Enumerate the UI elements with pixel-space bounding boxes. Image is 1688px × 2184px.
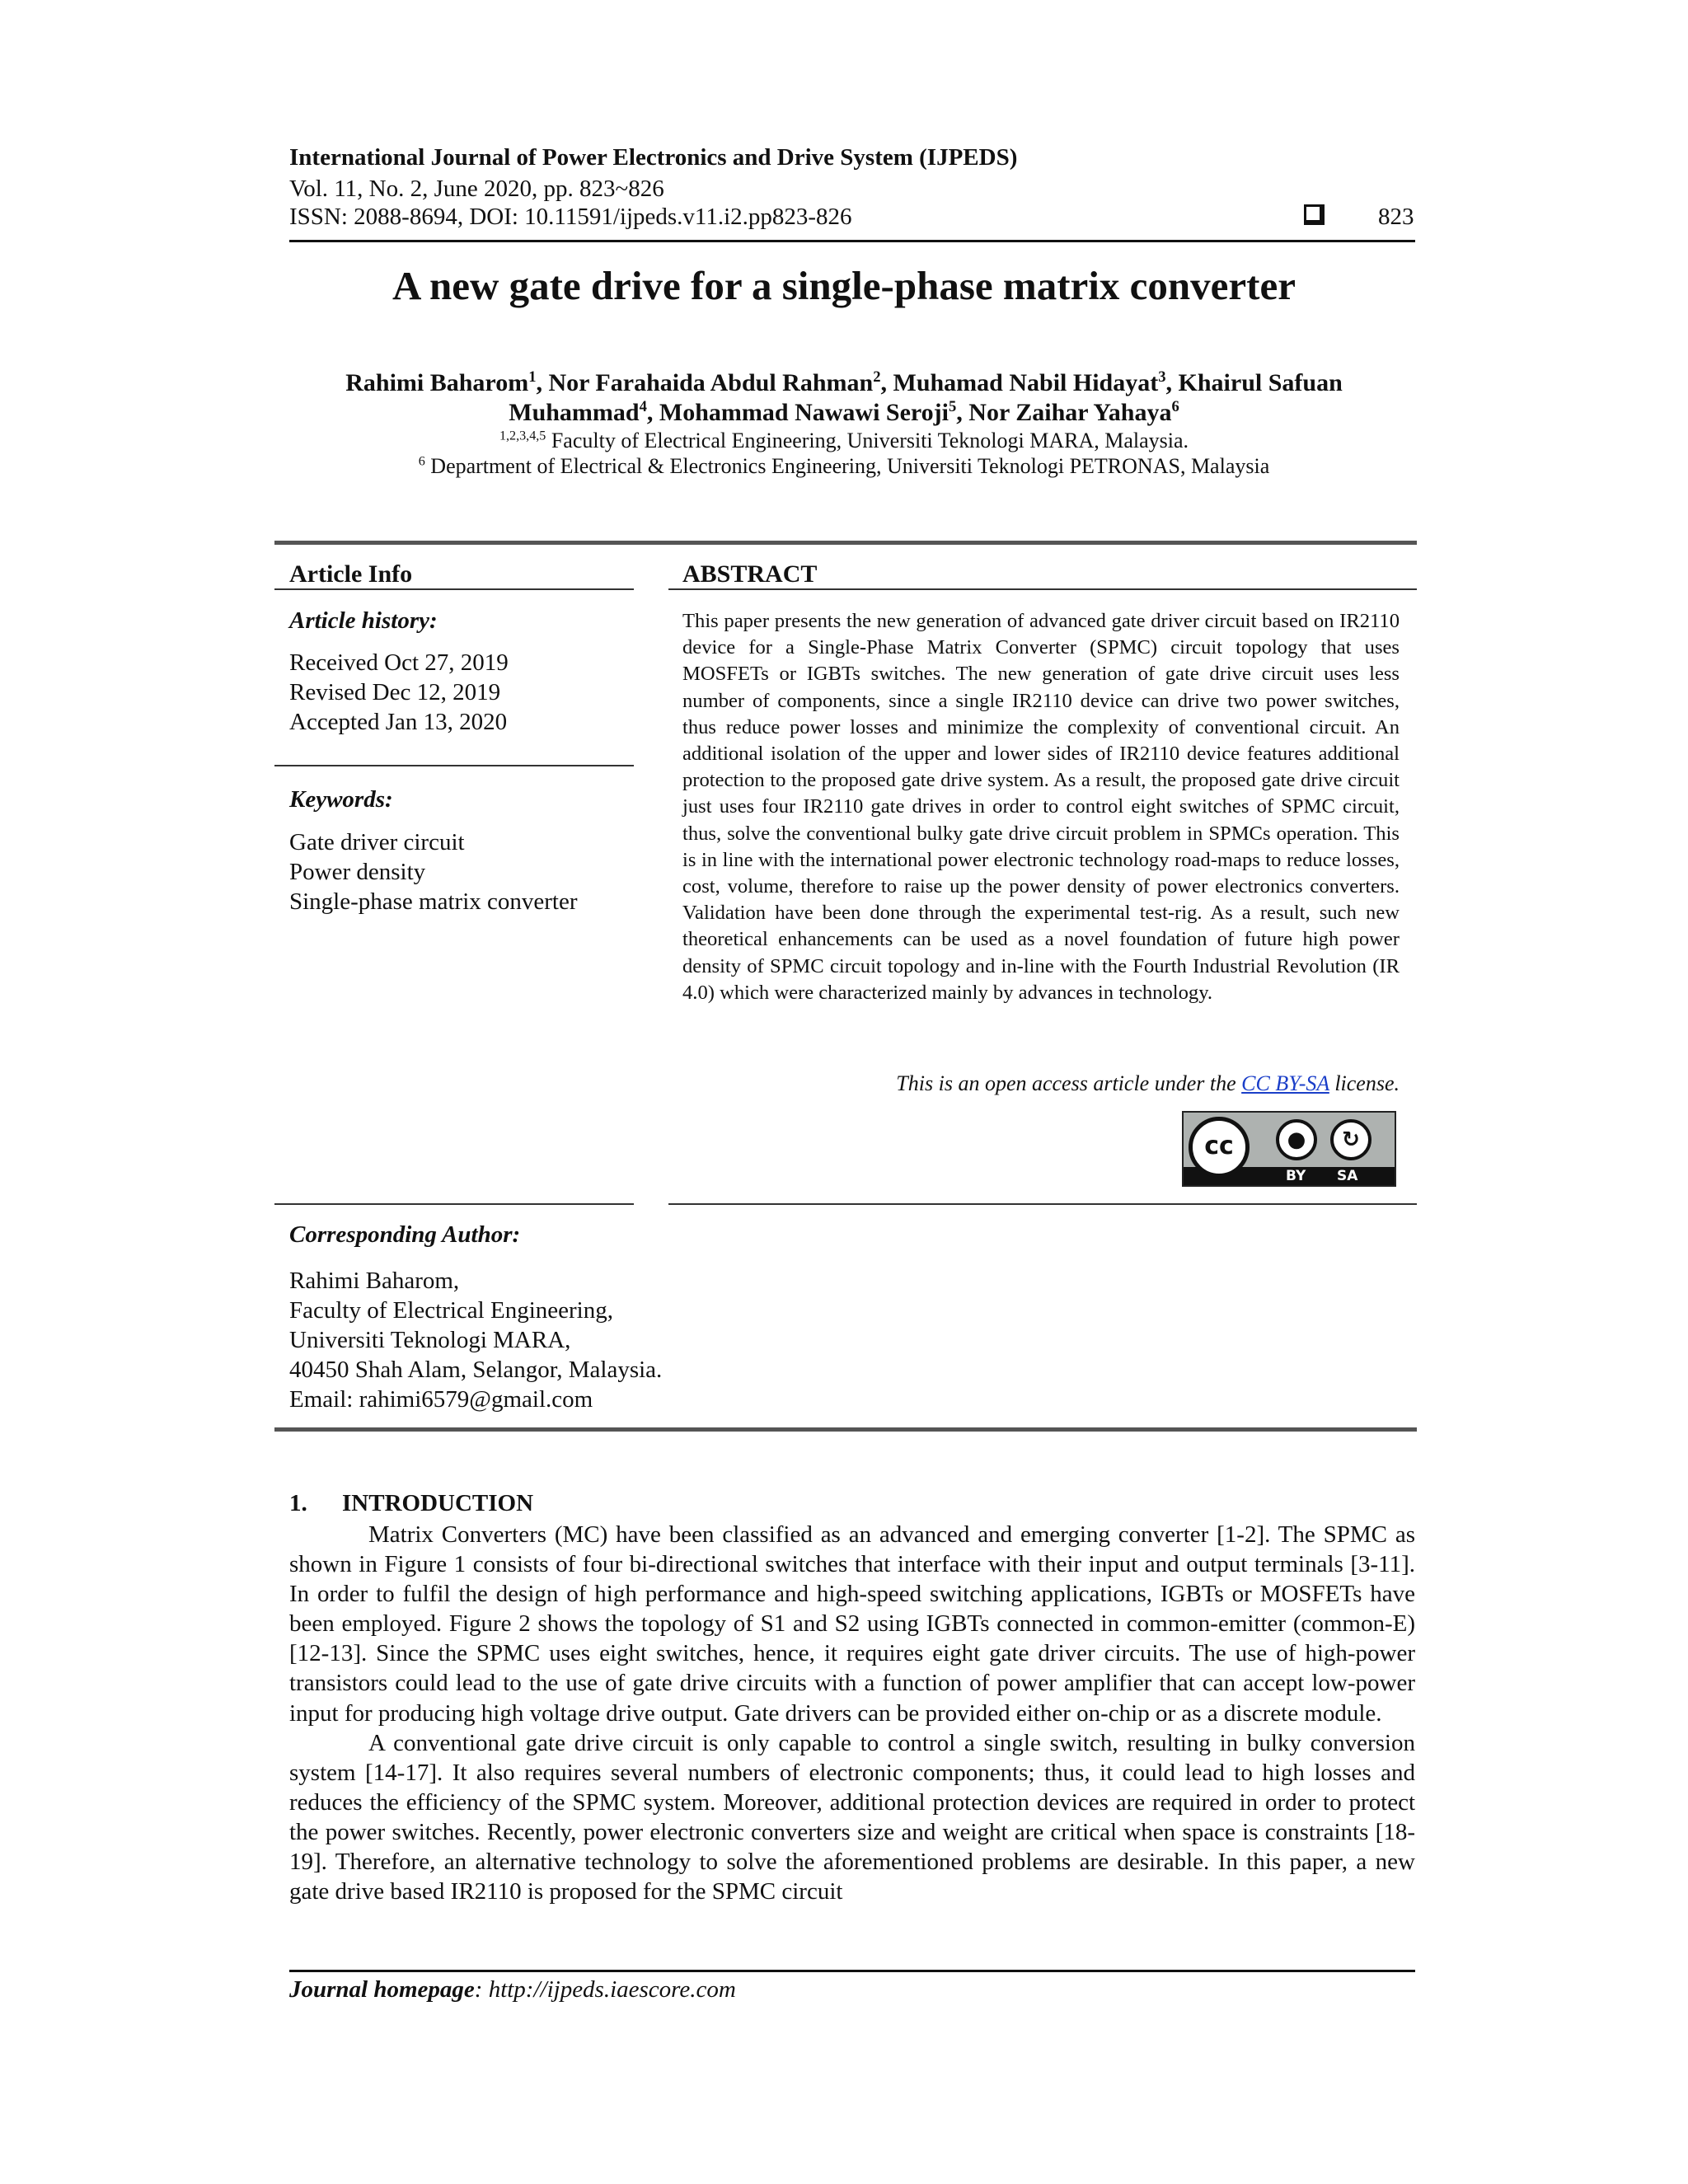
volume-line: Vol. 11, No. 2, June 2020, pp. 823~826	[289, 176, 664, 202]
revised-date: Revised Dec 12, 2019	[289, 679, 501, 705]
cc-icon: cc	[1189, 1117, 1250, 1178]
info-box-bottom-rule	[274, 1427, 1417, 1432]
author-affil-sup: 4	[639, 398, 647, 415]
abstract-bottom-rule	[668, 1203, 1417, 1205]
homepage-label: Journal homepage	[289, 1976, 475, 2003]
sa-label: SA	[1337, 1168, 1358, 1184]
keyword-item: Gate driver circuit	[289, 829, 465, 855]
by-person-icon: ●	[1276, 1119, 1317, 1160]
section-number: 1.	[289, 1490, 307, 1516]
corresponding-author-email: Email: rahimi6579@gmail.com	[289, 1386, 593, 1413]
author-name: , Nor Zaihar Yahaya	[956, 399, 1172, 426]
affiliation-1	[0, 429, 1688, 453]
by-label: BY	[1286, 1168, 1306, 1184]
author-name: , Mohammad Nawawi Seroji	[646, 399, 949, 426]
homepage-url[interactable]: : http://ijpeds.iaescore.com	[474, 1976, 736, 2003]
affiliation-text: Faculty of Electrical Engineering, Universiti Teknologi MARA, Malaysia.	[546, 429, 1189, 452]
author-name: Muhammad	[509, 399, 640, 426]
affiliation-sup: 6	[418, 454, 425, 469]
author-name: , Muhamad Nabil Hidayat	[880, 369, 1159, 396]
page-box-icon	[1304, 204, 1322, 223]
info-box-top-rule	[274, 541, 1417, 545]
footer-divider	[289, 1970, 1415, 1972]
abstract-rule	[668, 588, 1417, 590]
article-history-heading: Article history:	[289, 607, 438, 634]
corresponding-author-line: Faculty of Electrical Engineering,	[289, 1297, 613, 1324]
received-date: Received Oct 27, 2019	[289, 649, 509, 676]
author-affil-sup: 6	[1171, 398, 1179, 415]
keyword-item: Power density	[289, 859, 426, 885]
author-name: , Nor Farahaida Abdul Rahman	[536, 369, 874, 396]
paper-title: A new gate drive for a single-phase matrix converter	[392, 263, 1296, 308]
author-affil-sup: 3	[1158, 368, 1166, 386]
license-prefix: This is an open access article under the	[896, 1071, 1242, 1095]
author-list-line-1	[0, 369, 1688, 397]
open-access-notice	[682, 1071, 1400, 1096]
history-keywords-rule	[274, 765, 634, 766]
corresponding-author-line: 40450 Shah Alam, Selangor, Malaysia.	[289, 1357, 663, 1383]
author-affil-sup: 5	[949, 398, 957, 415]
introduction-body	[289, 1520, 1415, 1906]
intro-paragraph: A conventional gate drive circuit is only capable to control a single switch, resulting in bulky conversion system [14-17]. It also requires several numbers of electronic components; thus, it could lead to high losses and reduces the efficiency of the SPMC system. Moreover, additional protection devices are required in order to protect the power switches. Recently, power electronic converters size and weight are critical when space is constraints [18-19]. Therefore, an alternative technology to solve the aforementioned problems are desirable. In this paper, a new gate drive based IR2110 is proposed for the SPMC circuit	[289, 1729, 1415, 1905]
accepted-date: Accepted Jan 13, 2020	[289, 709, 508, 735]
cc-by-sa-link[interactable]: CC BY-SA	[1241, 1071, 1329, 1095]
corresponding-author-heading: Corresponding Author:	[289, 1221, 521, 1248]
abstract-body: This paper presents the new generation of advanced gate driver circuit based on IR2110 device for a Single-Phase Matrix Converter (SPMC) circuit topology that uses MOSFETs or IGBTs switches. The new generation of gate drive circuit uses less number of components, since a single IR2110 device can drive two power switches, thus reduce power losses and minimize the complexity of conventional circuit. An additional isolation of the upper and lower sides of IR2110 device features additional protection to the proposed gate drive system. As a result, the proposed gate drive circuit just uses four IR2110 gate drives in order to control eight switches of SPMC circuit, thus, solve the conventional bulky gate drive circuit problem in SPMCs operation. This is in line with the international power electronic technology road-maps to reduce losses, cost, volume, therefore to raise up the power density of power electronics converters. Validation have been done through the experimental test-rig. As a result, such new theoretical enhancements can be used as a novel foundation of future high power density of SPMC circuit topology and in-line with the Fourth Industrial Revolution (IR 4.0) which were characterized mainly by advances in technology.	[682, 610, 1400, 1004]
affiliation-2	[0, 454, 1688, 479]
article-info-heading: Article Info	[289, 560, 413, 588]
issn-doi-line: ISSN: 2088-8694, DOI: 10.11591/ijpeds.v11.i2.pp823-826	[289, 204, 852, 230]
intro-paragraph: Matrix Converters (MC) have been classified as an advanced and emerging converter [1-2]. The SPMC as shown in Figure 1 consists of four bi-directional switches that interface with their input and output terminals [3-11]. In order to fulfil the design of high performance and high-speed switching applications, IGBTs or MOSFETs have been employed. Figure 2 shows the topology of S1 and S2 using IGBTs connected in common-emitter (common-E) [12-13]. Since the SPMC uses eight switches, hence, it requires eight gate driver circuits. The use of high-power transistors could lead to the use of gate drive circuits with a function of power amplifier that can accept low-power input for producing high voltage drive output. Gate drivers can be provided either on-chip or as a discrete module.	[289, 1521, 1415, 1727]
author-name: Rahimi Baharom	[345, 369, 529, 396]
cc-by-sa-badge[interactable]	[1182, 1111, 1396, 1187]
keywords-author-rule	[274, 1203, 634, 1205]
abstract-heading: ABSTRACT	[682, 560, 818, 588]
affiliation-text: Department of Electrical & Electronics Engineering, Universiti Teknologi PETRONAS, Malaysia	[424, 454, 1270, 478]
corresponding-author-line: Rahimi Baharom,	[289, 1268, 460, 1294]
page-number: 823	[1378, 204, 1414, 230]
author-affil-sup: 1	[528, 368, 537, 386]
corresponding-author-line: Universiti Teknologi MARA,	[289, 1327, 571, 1353]
affiliation-sup: 1,2,3,4,5	[499, 429, 546, 443]
article-info-rule	[274, 588, 634, 590]
introduction-heading: INTRODUCTION	[342, 1490, 534, 1516]
license-suffix: license.	[1329, 1071, 1400, 1095]
author-list-line-2	[0, 399, 1688, 427]
keyword-item: Single-phase matrix converter	[289, 888, 578, 915]
journal-homepage	[289, 1976, 736, 2004]
journal-name: International Journal of Power Electronics and Drive System (IJPEDS)	[289, 144, 1018, 171]
author-affil-sup: 2	[873, 368, 881, 386]
sa-share-icon: ↻	[1330, 1119, 1372, 1160]
header-divider	[289, 240, 1415, 242]
author-name: , Khairul Safuan	[1165, 369, 1343, 396]
keywords-heading: Keywords:	[289, 786, 393, 813]
